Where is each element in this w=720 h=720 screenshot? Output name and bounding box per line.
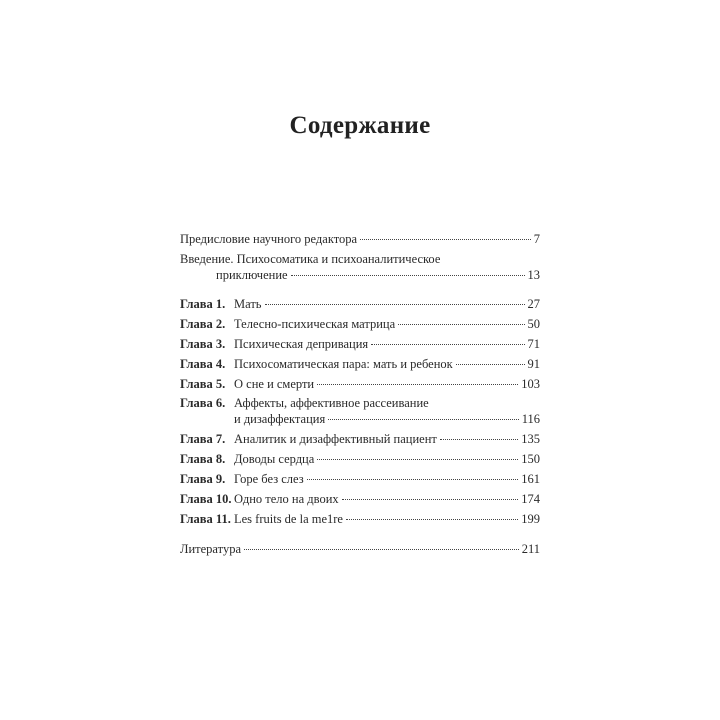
- toc-entry-text: О сне и смерти: [234, 377, 315, 391]
- leader-dots: [456, 363, 525, 365]
- toc-entry-chapter-2[interactable]: [180, 317, 540, 333]
- toc-entry-text: Горе без слез: [234, 472, 304, 486]
- leader-dots: [346, 518, 518, 520]
- toc-entry-text: приключение: [216, 268, 288, 282]
- toc-entry-chapter-5[interactable]: [180, 377, 540, 393]
- toc-page-number: 211: [521, 542, 540, 556]
- toc-entry-chapter-10[interactable]: [180, 492, 540, 508]
- chapter-label: Глава 4.: [180, 357, 226, 371]
- toc-entry-text: Мать: [234, 297, 262, 311]
- toc-page-number: 91: [527, 357, 540, 371]
- toc-entry-intro-line1: Введение. Психосоматика и психоаналитическое: [180, 252, 441, 266]
- toc-entry-chapter-9[interactable]: [180, 472, 540, 488]
- toc-page-number: 174: [521, 492, 540, 506]
- leader-dots: [244, 548, 519, 550]
- chapter-label: Глава 8.: [180, 452, 226, 466]
- toc-page-number: 150: [521, 452, 540, 466]
- toc-page-number: 71: [527, 337, 540, 351]
- toc-entry-chapter-11[interactable]: [180, 512, 540, 528]
- toc-page-number: 116: [521, 412, 540, 426]
- toc-entry-chapter-3[interactable]: [180, 337, 540, 353]
- toc-page-number: 7: [533, 232, 540, 246]
- toc-page-number: 135: [521, 432, 540, 446]
- chapter-label: Глава 2.: [180, 317, 226, 331]
- toc-entry-text: Литература: [180, 542, 241, 556]
- toc-entry-text: Аналитик и дизаффективный пациент: [234, 432, 437, 446]
- toc-entry-intro[interactable]: [216, 268, 540, 284]
- toc-entry-text: Одно тело на двоих: [234, 492, 339, 506]
- leader-dots: [398, 323, 524, 325]
- chapter-label: Глава 10.: [180, 492, 232, 506]
- toc-entry-text: Телесно-психическая матрица: [234, 317, 396, 331]
- leader-dots: [317, 383, 518, 385]
- chapter-label: Глава 9.: [180, 472, 226, 486]
- toc-page-number: 161: [521, 472, 540, 486]
- toc-entry-chapter-4[interactable]: [180, 357, 540, 373]
- toc-entry-chapter-7[interactable]: [180, 432, 540, 448]
- toc-entry-text: Предисловие научного редактора: [180, 232, 358, 246]
- toc-entry-text: Психическая депривация: [234, 337, 369, 351]
- toc-page-number: 50: [527, 317, 540, 331]
- toc-entry-text: Психосоматическая пара: мать и ребенок: [234, 357, 453, 371]
- leader-dots: [342, 498, 519, 500]
- chapter-label: Глава 5.: [180, 377, 226, 391]
- toc-entry-chapter-8[interactable]: [180, 452, 540, 468]
- toc-entry-chapter-6[interactable]: [234, 412, 540, 428]
- toc-entry-bibliography[interactable]: [180, 542, 540, 558]
- chapter-label: Глава 7.: [180, 432, 226, 446]
- leader-dots: [307, 478, 519, 480]
- toc-entry-chapter-6-line1: [180, 396, 540, 412]
- toc-page-number: 103: [521, 377, 540, 391]
- chapter-label: Глава 3.: [180, 337, 226, 351]
- toc-entry-text: Les fruits de la me1re: [234, 512, 343, 526]
- toc-entry-preface[interactable]: [180, 232, 540, 248]
- leader-dots: [291, 274, 525, 276]
- toc-entry-chapter-1[interactable]: [180, 297, 540, 313]
- leader-dots: [360, 238, 531, 240]
- chapter-label: Глава 1.: [180, 297, 226, 311]
- page-title: Содержание: [289, 112, 431, 139]
- toc-page-number: 199: [521, 512, 540, 526]
- toc-entry-text: Доводы сердца: [234, 452, 315, 466]
- chapter-label: Глава 11.: [180, 512, 231, 526]
- toc-page-number: 27: [527, 297, 540, 311]
- toc-page-number: 13: [527, 268, 540, 282]
- chapter-label: Глава 6.: [180, 396, 226, 410]
- toc-entry-text: Аффекты, аффективное рассеивание: [234, 396, 429, 410]
- leader-dots: [328, 418, 518, 420]
- leader-dots: [440, 438, 518, 440]
- leader-dots: [265, 303, 525, 305]
- leader-dots: [371, 343, 524, 345]
- leader-dots: [317, 458, 518, 460]
- toc-entry-text: и дизаффектация: [234, 412, 326, 426]
